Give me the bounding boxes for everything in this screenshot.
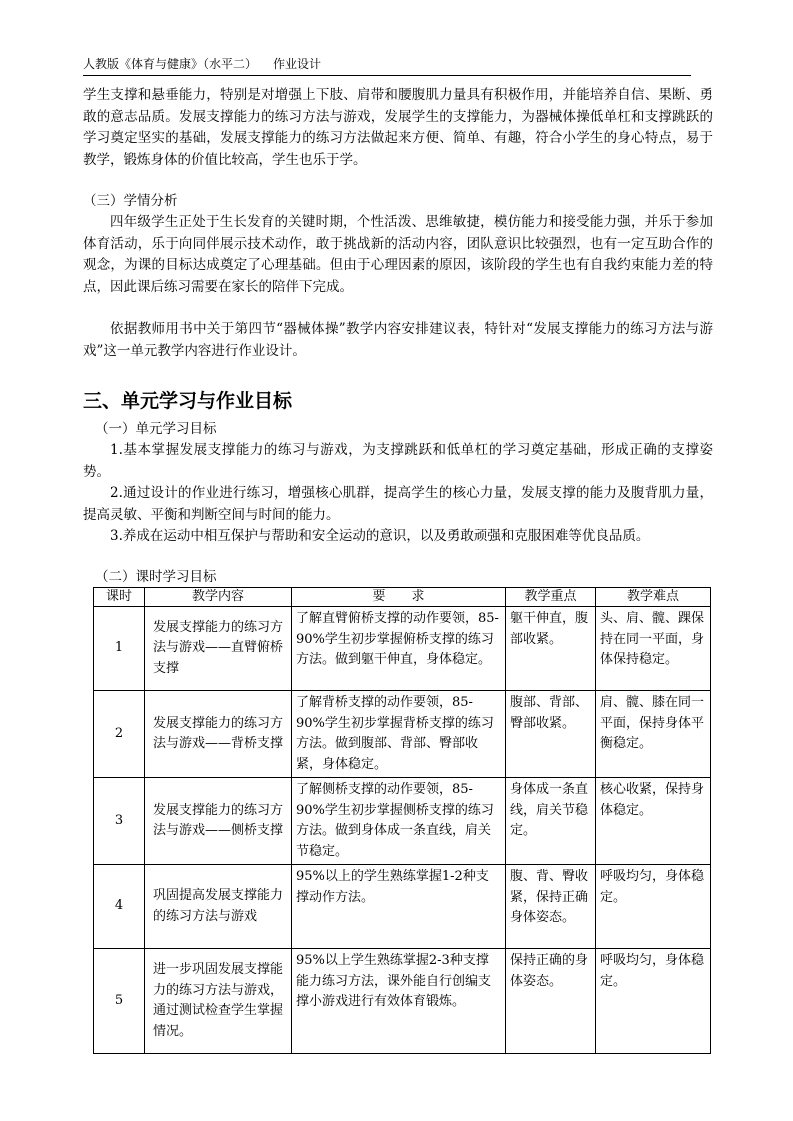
lesson-key-points: 腹部、背部、臀部收紧。 [506, 691, 596, 778]
lesson-content: 巩固提高发展支撑能力的练习方法与游戏 [145, 865, 292, 949]
header-doc-type: 作业设计 [273, 57, 322, 71]
subheading-unit-goals: （一）单元学习目标 [95, 421, 217, 437]
table-header-row [94, 588, 711, 607]
table-row [94, 778, 711, 865]
header-book-title: 人教版《体育与健康》（水平二） [83, 57, 258, 71]
table-row [94, 949, 711, 1054]
lesson-content: 发展支撑能力的练习方法与游戏——直臂俯桥支撑 [145, 607, 292, 691]
lesson-number: 1 [94, 607, 145, 691]
table-row [94, 607, 711, 691]
lesson-requirements: 了解侧桥支撑的动作要领，85-90%学生初步掌握侧桥支撑的练习方法。做到身体成一条直线，肩关节稳定。 [292, 778, 506, 865]
table-row [94, 865, 711, 949]
lesson-difficulties: 核心收紧，保持身体稳定。 [596, 778, 711, 865]
lesson-difficulties: 头、肩、髋、踝保持在同一平面，身体保持稳定。 [596, 607, 711, 691]
lesson-requirements: 95%以上的学生熟练掌握1-2种支撑动作方法。 [292, 865, 506, 949]
lesson-number: 3 [94, 778, 145, 865]
lesson-difficulties: 肩、髋、膝在同一平面，保持身体平衡稳定。 [596, 691, 711, 778]
section-title: 三、单元学习与作业目标 [83, 390, 293, 412]
column-header-key-points: 教学重点 [506, 588, 596, 607]
lesson-number: 4 [94, 865, 145, 949]
column-header-difficulties: 教学难点 [596, 588, 711, 607]
column-header-content: 教学内容 [145, 588, 292, 607]
goal-item: 2.通过设计的作业进行练习，增强核心肌群，提高学生的核心力量，发展支撑的能力及腹背肌力量，提高灵敏、平衡和判断空间与时间的能力。 [83, 485, 713, 523]
column-header-requirements: 要 求 [292, 588, 506, 607]
lesson-number: 5 [94, 949, 145, 1054]
lesson-difficulties: 呼吸均匀，身体稳定。 [596, 949, 711, 1054]
basis-paragraph: 依据教师用书中关于第四节“器械体操”教学内容安排建议表，特针对“发展支撑能力的练习方法与游戏”这一单元教学内容进行作业设计。 [83, 321, 713, 359]
header-rule [83, 75, 691, 76]
lesson-requirements: 了解直臂俯桥支撑的动作要领，85-90%学生初步掌握俯桥支撑的练习方法。做到躯干伸直，身体稳定。 [292, 607, 506, 691]
lesson-number: 2 [94, 691, 145, 778]
intro-paragraph: 学生支撑和悬垂能力，特别是对增强上下肢、肩带和腰腹肌力量具有积极作用，并能培养自信、果断、勇敢的意志品质。发展支撑能力的练习方法与游戏，发展学生的支撑能力，为器械体操低单杠和支撑跳跃的学习奠定坚实的基础，发展支撑能力的练习方法做起来方便、简单、有趣，符合小学生的身心特点，易于教学，锻炼身体的价值比较高，学生也乐于学。 [83, 87, 713, 168]
lesson-requirements: 了解背桥支撑的动作要领，85-90%学生初步掌握背桥支撑的练习方法。做到腹部、背部、臀部收紧，身体稳定。 [292, 691, 506, 778]
lesson-goals-table [93, 587, 711, 1054]
lesson-requirements: 95%以上学生熟练掌握2-3种支撑能力练习方法，课外能自行创编支撑小游戏进行有效体育锻炼。 [292, 949, 506, 1054]
lesson-content: 发展支撑能力的练习方法与游戏——侧桥支撑 [145, 778, 292, 865]
lesson-key-points: 身体成一条直线，肩关节稳定。 [506, 778, 596, 865]
lesson-key-points: 躯干伸直，腹部收紧。 [506, 607, 596, 691]
lesson-key-points: 腹、背、臀收紧，保持正确身体姿态。 [506, 865, 596, 949]
lesson-content: 进一步巩固发展支撑能力的练习方法与游戏，通过测试检查学生掌握情况。 [145, 949, 292, 1054]
goal-item: 3.养成在运动中相互保护与帮助和安全运动的意识，以及勇敢顽强和克服困难等优良品质。 [110, 528, 650, 544]
column-header-lesson: 课时 [94, 588, 145, 607]
analysis-paragraph: 四年级学生正处于生长发育的关键时期，个性活泼、思维敏捷，模仿能力和接受能力强，并乐于参加体育活动，乐于向同伴展示技术动作，敢于挑战新的活动内容，团队意识比较强烈，也有一定互助合作的观念，为课的目标达成奠定了心理基础。但由于心理因素的原因，该阶段的学生也有自我约束能力差的特点，因此课后练习需要在家长的陪伴下完成。 [83, 214, 713, 295]
lesson-key-points: 保持正确的身体姿态。 [506, 949, 596, 1054]
lesson-difficulties: 呼吸均匀，身体稳定。 [596, 865, 711, 949]
goal-item: 1.基本掌握发展支撑能力的练习与游戏，为支撑跳跃和低单杠的学习奠定基础，形成正确的支撑姿势。 [83, 442, 713, 480]
subheading-student-analysis: （三）学情分析 [83, 193, 178, 209]
page-header [83, 55, 321, 72]
subheading-lesson-goals: （二）课时学习目标 [95, 569, 217, 585]
lesson-content: 发展支撑能力的练习方法与游戏——背桥支撑 [145, 691, 292, 778]
table-row [94, 691, 711, 778]
